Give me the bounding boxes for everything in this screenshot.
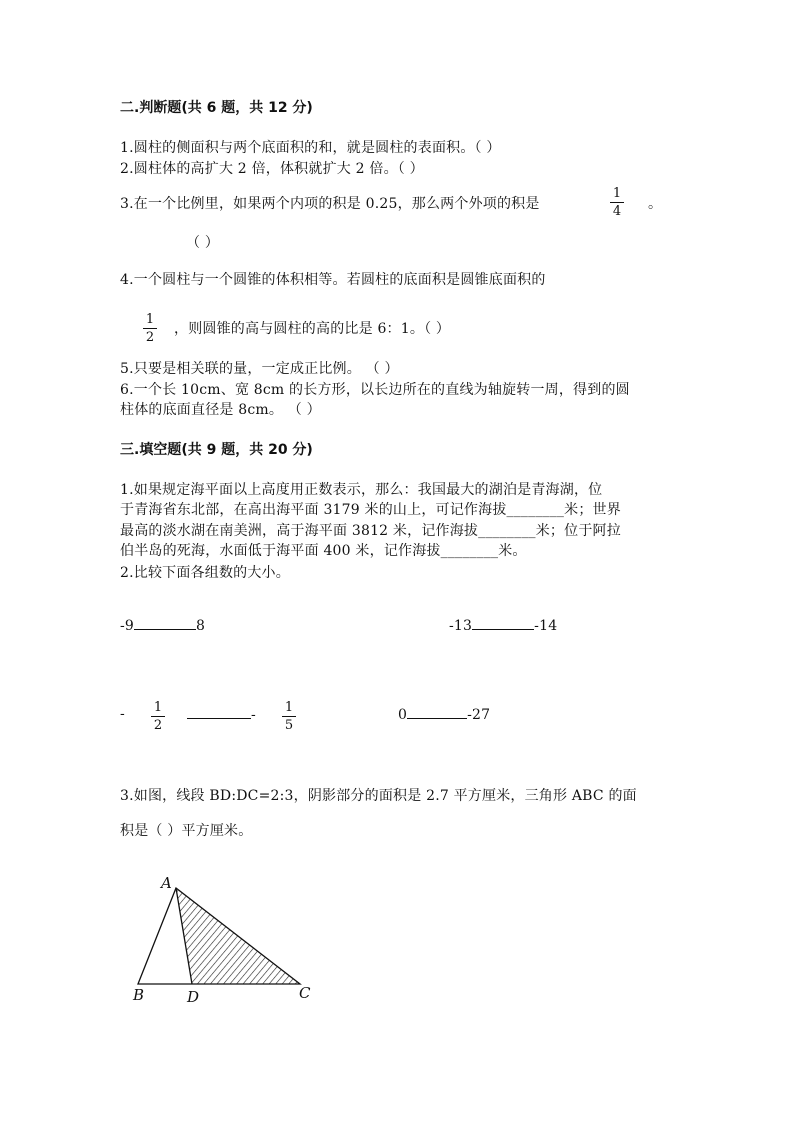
s2-question-4-rest: ，则圆锥的高与圆柱的高的比是 6：1。（ ） (174, 321, 451, 337)
fraction-bar (143, 328, 157, 329)
compare-4 (398, 706, 490, 723)
s3-question-3-line2: 积是（ ）平方厘米。 (120, 823, 253, 839)
compare-4-left: 0 (398, 707, 408, 723)
s2-question-3-fraction (610, 187, 624, 218)
s3-question-3-line1: 3.如图，线段 BD:DC=2:3，阴影部分的面积是 2.7 平方厘米，三角形 ABC 的面 (120, 788, 637, 804)
answer-blank[interactable] (472, 617, 534, 630)
s3-question-2: 2.比较下面各组数的大小。 (120, 565, 290, 581)
fraction-denominator: 5 (284, 718, 294, 733)
s2-question-1: 1.圆柱的侧面积与两个底面积的和，就是圆柱的表面积。（ ） (120, 140, 501, 156)
fraction-bar (610, 202, 624, 203)
s3-question-1-line1: 1.如果规定海平面以上高度用正数表示，那么：我国最大的湖泊是青海湖，位 (120, 482, 603, 498)
fraction-numerator: 1 (284, 700, 294, 715)
compare-4-right: -27 (467, 707, 491, 723)
label-d: D (187, 988, 200, 1006)
compare-1-left: -9 (120, 618, 135, 634)
s2-question-6-line1: 6.一个长 10cm、宽 8cm 的长方形，以长边所在的直线为轴旋转一周，得到的圆 (120, 382, 630, 398)
s2-question-4-fraction (143, 313, 157, 344)
s2-question-6-line2: 柱体的底面直径是 8cm。 （ ） (120, 402, 321, 418)
fraction-numerator: 1 (145, 312, 155, 327)
compare-1 (120, 617, 205, 634)
fraction-bar (282, 716, 296, 717)
answer-blank[interactable] (187, 706, 251, 719)
fraction-bar (151, 716, 165, 717)
fraction-denominator: 2 (145, 330, 155, 345)
label-c: C (299, 984, 311, 1002)
s2-question-2: 2.圆柱体的高扩大 2 倍，体积就扩大 2 倍。（ ） (120, 161, 424, 177)
fraction-numerator: 1 (612, 186, 622, 201)
s3-question-1-line3: 最高的淡水湖在南美洲，高于海平面 3812 米，记作海拔________米；位于阿拉 (120, 523, 621, 539)
section2-title: 二.判断题(共 6 题，共 12 分) (120, 100, 313, 116)
answer-blank[interactable] (134, 617, 196, 630)
s3-question-1-line2: 于青海省东北部，在高出海平面 3179 米的山上，可记作海拔________米；世界 (120, 502, 621, 518)
section3-title: 三.填空题(共 9 题，共 20 分) (120, 442, 313, 458)
s2-question-3-paren: （ ） (186, 235, 220, 251)
compare-3-middle (187, 706, 256, 723)
s2-question-3-end: 。 (648, 196, 663, 212)
compare-2 (449, 617, 557, 634)
label-b: B (133, 986, 145, 1004)
compare-1-right: 8 (196, 618, 206, 634)
s2-question-4-text: 4.一个圆柱与一个圆锥的体积相等。若圆柱的底面积是圆锥底面积的 (120, 272, 546, 288)
s2-question-3-text: 3.在一个比例里，如果两个内项的积是 0.25，那么两个外项的积是 (120, 196, 540, 212)
s3-question-1-line4: 伯半岛的死海，水面低于海平面 400 米，记作海拔________米。 (120, 543, 527, 559)
compare-3-fraction-2 (282, 701, 296, 732)
answer-blank[interactable] (407, 706, 467, 719)
compare-2-right: -14 (534, 618, 558, 634)
fraction-denominator: 2 (153, 718, 163, 733)
s2-question-5: 5.只要是相关联的量，一定成正比例。 （ ） (120, 361, 399, 377)
compare-3-fraction-1 (151, 701, 165, 732)
compare-3-mid-minus: - (251, 707, 256, 723)
compare-3-minus: - (120, 706, 125, 722)
fraction-numerator: 1 (153, 700, 163, 715)
compare-2-left: -13 (449, 618, 473, 634)
fraction-denominator: 4 (612, 204, 622, 219)
label-a: A (161, 874, 172, 892)
